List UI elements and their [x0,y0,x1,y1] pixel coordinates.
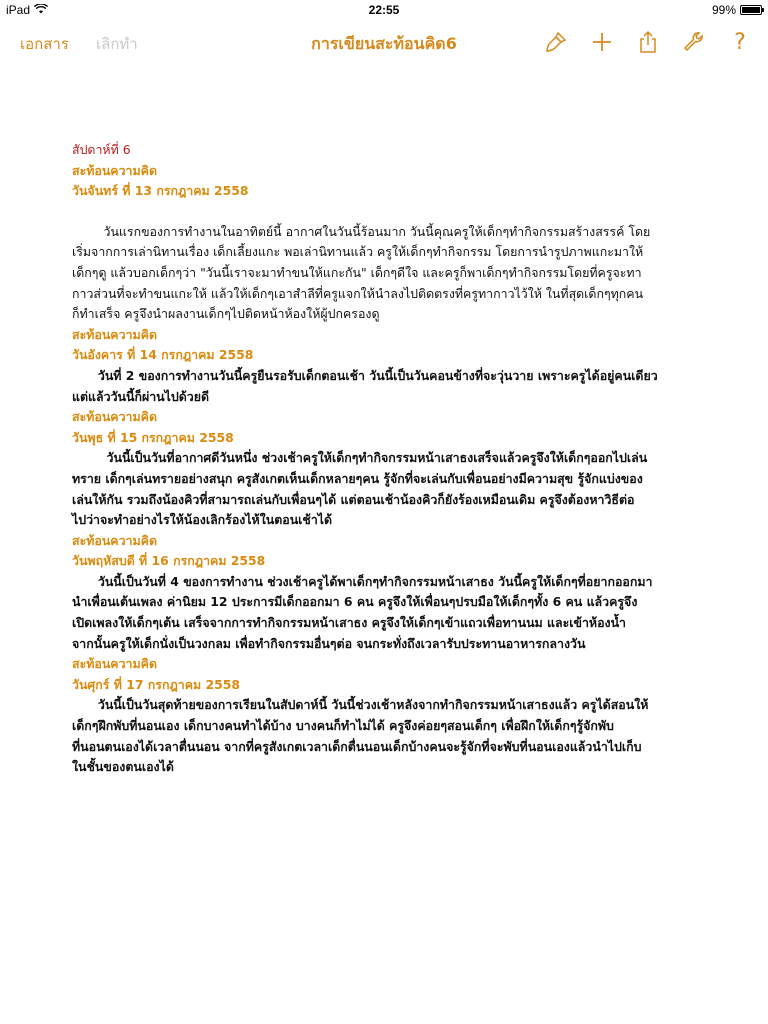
entry-date: วันพุธ ที่ 15 กรกฎาคม 2558 [72,429,234,445]
entry-date: วันพฤหัสบดี ที่ 16 กรกฎาคม 2558 [72,553,266,569]
entry-line: วันนี้เป็นวันสุดท้ายของการเรียนในสัปดาห์นี้ วันนี้ช่วงเช้าหลังจากทำกิจกรรมหน้าเสาธงแล้ว ครูได้สอนให้ [72,697,649,713]
entry-line: ทราย เด็กๆเล่นทรายอย่างสนุก ครูสังเกตเห็นเด็กหลายๆคน รู้จักที่จะเล่นกับเพื่อนอย่างมีความสุข รู้จักแบ่งของ [72,470,643,486]
entry-line: เด็กๆดู แล้วบอกเด็กๆว่า "วันนี้เราจะมาทำขนให้แกะกัน" เด็กๆดีใจ และครูก็พาเด็กๆทำกิจกรรมโดยที่ครูจะทา [72,264,642,280]
battery-fill [742,7,760,13]
entry-date: วันจันทร์ ที่ 13 กรกฎาคม 2558 [72,183,249,199]
status-right [712,3,762,17]
toolbar-icons [542,28,754,56]
wrench-icon[interactable] [680,28,708,56]
entry-line: วันนี้เป็นวันที่อากาศดีวันหนึ่ง ช่วงเช้าครูให้เด็กๆทำกิจกรรมหน้าเสาธงเสร็จแล้วครูจึงให้เด็กๆออกไปเล่น [72,450,648,466]
entry-line: นำเพื่อนเต้นเพลง ค่านิยม 12 ประการมีเด็กออกมา 6 คน ครูจึงให้เพื่อนๆปรบมือให้เด็กๆทั้ง 6 คน แล้วครูจึง [72,594,638,610]
entry-date: วันอังคาร ที่ 14 กรกฎาคม 2558 [72,347,254,363]
document-body[interactable] [72,140,700,778]
entry-line: ที่นอนตนเองได้เวลาตื่นนอน จากที่ครูสังเกตเวลาเด็กตื่นนอนเด็กบ้างคนจะรู้จักที่จะพับที่นอนเองแล้วนำไปเก็บ [72,738,642,754]
entry-heading: สะท้อนความคิด [72,409,158,425]
battery-icon [740,5,762,15]
entry-line: แต่แล้ววันนี้ก็ผ่านไปด้วยดี [72,388,210,404]
entry-line: วันแรกของการทำงานในอาทิตย์นี้ อากาศในวันนี้ร้อนมาก วันนี้คุณครูให้เด็กๆทำกิจกรรมสร้างสรรค์ โดย [72,223,651,239]
undo-button[interactable]: เลิกทำ [96,35,138,53]
help-icon[interactable] [726,28,754,56]
entry-line: เล่นให้กัน รวมถึงน้องคิวที่สามารถเล่นกับเพื่อนๆได้ แต่ตอนเช้าน้องคิวก็ยังร้องเหมือนเดิม ครูจึงต้องหาวิธีต่อ [72,491,635,507]
entry-date: วันศุกร์ ที่ 17 กรกฎาคม 2558 [72,676,240,692]
entry-line: เด็กๆฝึกพับที่นอนเอง เด็กบางคนทำได้บ้าง บางคนก็ทำไม่ได้ ครูจึงค่อยๆสอนเด็กๆ เพื่อฝึกให้เด็กๆรู้จักพับ [72,718,614,734]
entry-line: เปิดเพลงให้เด็กๆเต้น เสร็จจากการทำกิจกรรมหน้าเสาธง ครูจึงให้เด็กๆเข้าแถวเพื่อทานนม และเข้าห้องน้ำ [72,615,627,631]
entry-line: ในชั้นของตนเองได้ [72,759,174,775]
entry-line: วันที่ 2 ของการทำงานวันนี้ครูยืนรอรับเด็กตอนเช้า วันนี้เป็นวันคอนข้างที่จะวุ่นวาย เพราะครูได้อยู่คนเดียว [72,367,658,383]
entry-heading: สะท้อนความคิด [72,656,158,672]
documents-button[interactable]: เอกสาร [20,35,69,53]
entry-line: ไปว่าจะทำอย่างไรให้น้องเลิกร้องไห้ในตอนเช้าได้ [72,512,333,528]
week-title: สัปดาห์ที่ 6 [72,142,131,157]
help-label: ? [734,29,746,55]
entry-line: กาวส่วนที่จะทำขนแกะให้ แล้วให้เด็กๆเอาสำลีที่ครูแจกให้นำลงไปติดตรงที่ครูทากาวไว้ให้ ในที่สุดเด็กๆทุกคน [72,285,644,301]
clock: 22:55 [368,3,400,17]
battery-percent: 99% [711,3,736,17]
add-icon[interactable] [588,28,616,56]
entry-line: จากนั้นครูให้เด็กนั่งเป็นวงกลม เพื่อทำกิจกรรมอื่นๆต่อ จนกระทั่งถึงเวลารับประทานอาหารกลางวัน [72,635,586,651]
toolbar [0,20,768,64]
document-title[interactable]: การเขียนสะท้อนคิด6 [311,34,457,53]
reflection-label: สะท้อนความคิด [72,162,158,178]
entry-heading: สะท้อนความคิด [72,326,158,342]
device-name: iPad [6,3,31,17]
brush-icon[interactable] [542,28,570,56]
entry-heading: สะท้อนความคิด [72,532,158,548]
entry-line: เริ่มจากการเล่านิทานเรื่อง เด็กเลี้ยงแกะ พอเล่านิทานแล้ว ครูให้เด็กๆทำกิจกรรม โดยการนำรูปภาพแกะมาให้ [72,244,644,260]
status-bar [0,0,768,20]
share-icon[interactable] [634,28,662,56]
spacer [72,202,700,222]
entry-line: วันนี้เป็นวันที่ 4 ของการทำงาน ช่วงเช้าครูได้พาเด็กๆทำกิจกรรมหน้าเสาธง วันนี้ครูให้เด็กๆที่อยากออกมา [72,573,653,589]
entry-line: ก็ทำเสร็จ ครูจึงนำผลงานเด็กๆไปติดหน้าห้องให้ผู้ปกครองดู [72,306,380,322]
